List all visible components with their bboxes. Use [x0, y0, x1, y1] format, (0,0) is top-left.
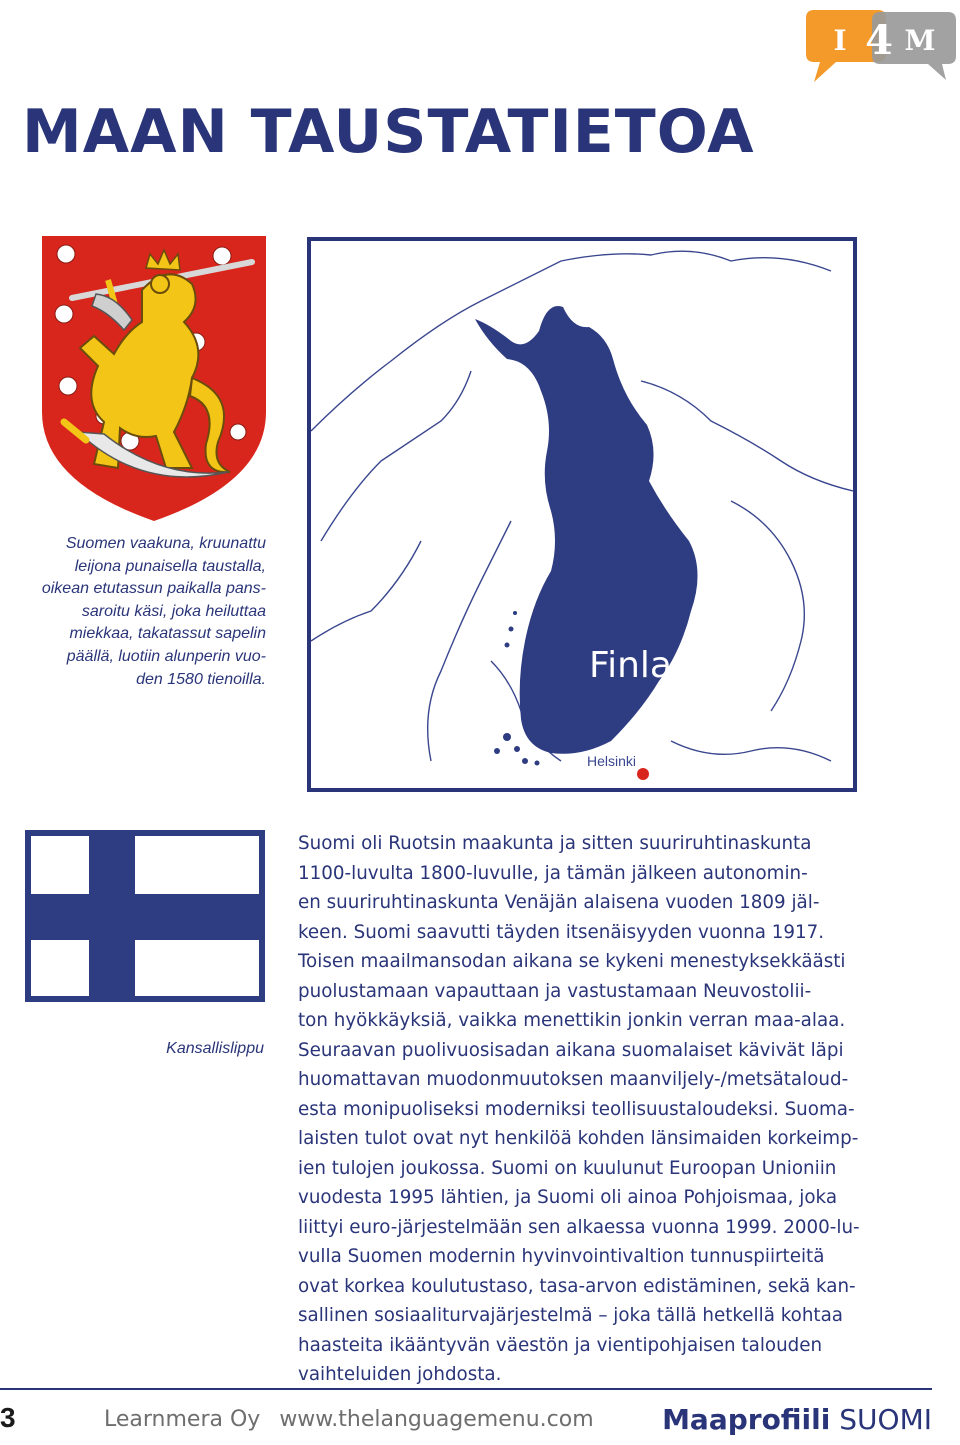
publisher-name: Learnmera Oy	[104, 1407, 261, 1432]
text-line: ien tulojen joukossa. Suomi on kuulunut Euroopan Unioniin	[298, 1157, 837, 1179]
logo-letter-i: I	[833, 24, 847, 57]
caption-line: den 1580 tienoilla.	[136, 670, 266, 688]
caption-line: saroitu käsi, joka heiluttaa	[81, 602, 266, 620]
finnish-flag-image	[25, 830, 265, 1002]
profile-label: Maaprofiili	[662, 1403, 831, 1436]
text-line: liittyi euro-järjestelmään sen alkaessa vuonna 1999. 2000-lu-	[298, 1216, 860, 1238]
flag-caption: Kansallislippu	[166, 1040, 264, 1057]
text-line: vulla Suomen modernin hyvinvointivaltion tunnuspiirteitä	[298, 1246, 825, 1267]
footer-divider	[0, 1388, 932, 1390]
publisher-url: www.thelanguagemenu.com	[279, 1407, 594, 1432]
page-title: MAAN TAUSTATIETOA	[22, 97, 755, 167]
finland-map	[307, 237, 857, 792]
text-line: Toisen maailmansodan aikana se kykeni menestyksekkäästi	[298, 951, 846, 972]
text-line: laisten tulot ovat nyt henkilöä kohden länsimaiden korkeimp-	[298, 1128, 859, 1149]
i4m-logo	[800, 6, 958, 84]
text-line: Suomi oli Ruotsin maakunta ja sitten suuriruhtinaskunta	[298, 833, 812, 854]
text-line: huomattavan muodonmuutoksen maanviljely-/metsätaloud-	[298, 1069, 849, 1090]
text-line: keen. Suomi saavutti täyden itsenäisyyden vuonna 1917.	[298, 921, 825, 943]
background-text	[298, 829, 918, 1390]
footer-publisher	[104, 1407, 594, 1432]
map-graphic	[311, 241, 853, 788]
coat-of-arms-caption	[20, 533, 266, 691]
text-line: 1100-luvulta 1800-luvulle, ja tämän jälkeen autonomin-	[298, 862, 808, 884]
text-line: en suuriruhtinaskunta Venäjän alaisena vuoden 1809 jäl-	[298, 892, 820, 913]
map-country-label: Finland	[589, 645, 718, 686]
map-city-label: Helsinki	[587, 753, 637, 769]
caption-line: miekkaa, takatassut sapelin	[69, 625, 266, 643]
caption-line: oikean etutassun paikalla pans-	[41, 580, 266, 598]
text-line: puolustamaan vapauttaan ja vastustamaan Neuvostolii-	[298, 980, 812, 1002]
logo-digit-4: 4	[865, 17, 893, 64]
text-line: vaihteluiden johdosta.	[298, 1364, 502, 1385]
caption-line: leijona punaisella taustalla,	[74, 557, 266, 575]
logo-letter-m: M	[904, 24, 936, 57]
caption-line: päällä, luotiin alunperin vuo-	[66, 647, 266, 665]
profile-country: SUOMI	[839, 1403, 932, 1436]
text-line: esta monipuoliseksi moderniksi teollisuustaloudeksi. Suoma-	[298, 1098, 855, 1120]
text-line: ton hyökkäyksiä, vaikka menettikin jonkin verran maa-alaa.	[298, 1010, 846, 1031]
page-number: 3	[0, 1402, 16, 1433]
text-line: vuodesta 1995 lähtien, ja Suomi oli ainoa Pohjoismaa, joka	[298, 1187, 838, 1208]
caption-line: Suomen vaakuna, kruunattu	[65, 535, 266, 552]
text-line: haasteita ikääntyvän väestön ja vientipohjaisen talouden	[298, 1334, 823, 1356]
text-line: ovat korkea koulutustaso, tasa-arvon edistäminen, sekä kan-	[298, 1275, 856, 1297]
footer-profile-title	[662, 1403, 932, 1436]
text-line: Seuraavan puolivuosisadan aikana suomalaiset kävivät läpi	[298, 1039, 844, 1061]
text-line: sallinen sosiaaliturvajärjestelmä – joka tällä hetkellä kohtaa	[298, 1305, 844, 1326]
coat-of-arms-image	[42, 236, 266, 521]
